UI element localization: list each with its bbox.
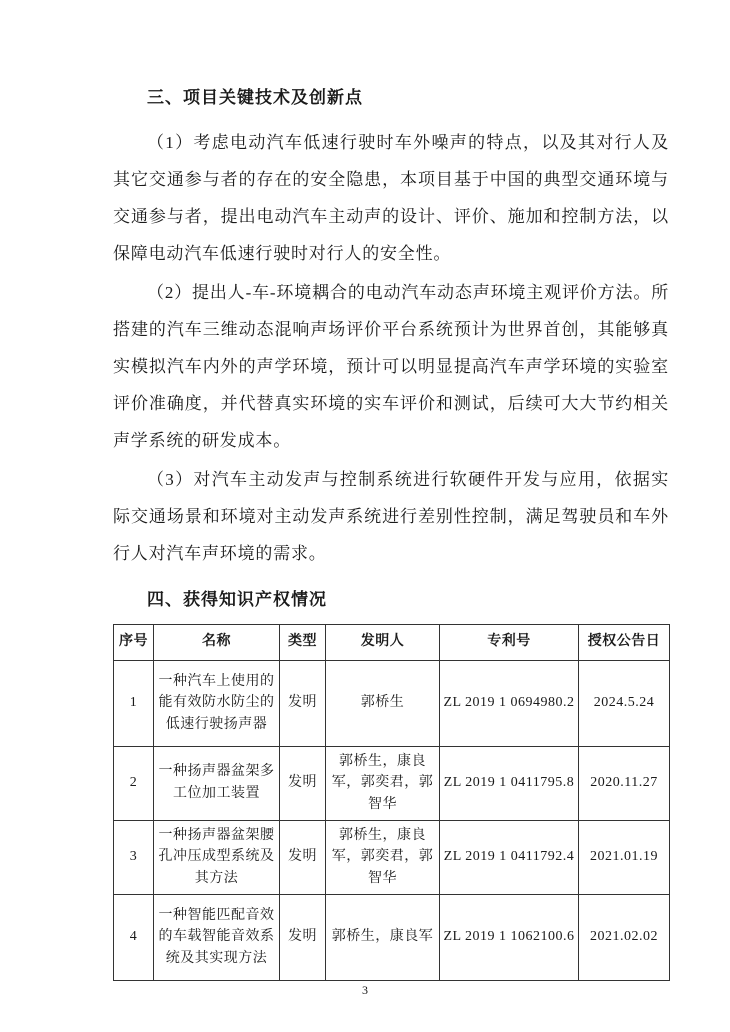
column-header-seq: 序号 <box>114 624 154 660</box>
column-header-grant-date: 授权公告日 <box>579 624 670 660</box>
table-cell-type: 发明 <box>280 746 326 820</box>
table-cell-inventors: 郭桥生 <box>326 660 440 746</box>
paragraph-innovation-2: （2）提出人-车-环境耦合的电动汽车动态声环境主观评价方法。所搭建的汽车三维动态混响声场评价平台系统预计为世界首创，其能够真实模拟汽车内外的声学环境，预计可以明显提高汽车声学环境的实验室评价准确度，并代替真实环境的实车评价和测试，后续可大大节约相关声学系统的研发成本。 <box>113 282 669 450</box>
patent-table-row <box>114 894 670 980</box>
table-cell-name: 一种扬声器盆架腰孔冲压成型系统及其方法 <box>154 820 280 894</box>
table-cell-type: 发明 <box>280 820 326 894</box>
table-cell-grant-date: 2024.5.24 <box>579 660 670 746</box>
paragraph-innovation-1: （1）考虑电动汽车低速行驶时车外噪声的特点，以及其对行人及其它交通参与者的存在的安全隐患，本项目基于中国的典型交通环境与交通参与者，提出电动汽车主动声的设计、评价、施加和控制方法，以保障电动汽车低速行驶时对行人的安全性。 <box>113 132 669 263</box>
section-heading-intellectual-property: 四、获得知识产权情况 <box>147 589 327 609</box>
document-page <box>113 86 669 981</box>
table-cell-type: 发明 <box>280 660 326 746</box>
table-cell-inventors: 郭桥生，康良军，郭奕君，郭智华 <box>326 746 440 820</box>
table-cell-grant-date: 2021.02.02 <box>579 894 670 980</box>
section-heading-key-technologies: 三、项目关键技术及创新点 <box>147 88 363 107</box>
column-header-type: 类型 <box>280 624 326 660</box>
table-cell-inventors: 郭桥生，康良军 <box>326 894 440 980</box>
patent-table <box>113 624 670 981</box>
paragraph-innovation-3: （3）对汽车主动发声与控制系统进行软硬件开发与应用，依据实际交通场景和环境对主动发声系统进行差别性控制，满足驾驶员和车外行人对汽车声环境的需求。 <box>113 469 669 563</box>
table-cell-patent-number: ZL 2019 1 0411792.4 <box>440 820 579 894</box>
patent-table-row <box>114 820 670 894</box>
column-header-patent-number: 专利号 <box>440 624 579 660</box>
table-cell-seq: 3 <box>114 820 154 894</box>
table-cell-type: 发明 <box>280 894 326 980</box>
table-cell-patent-number: ZL 2019 1 0694980.2 <box>440 660 579 746</box>
table-cell-seq: 1 <box>114 660 154 746</box>
table-cell-grant-date: 2020.11.27 <box>579 746 670 820</box>
table-cell-name: 一种智能匹配音效的车载智能音效系统及其实现方法 <box>154 894 280 980</box>
column-header-inventors: 发明人 <box>326 624 440 660</box>
table-cell-seq: 2 <box>114 746 154 820</box>
table-cell-patent-number: ZL 2019 1 1062100.6 <box>440 894 579 980</box>
patent-table-body <box>114 660 670 980</box>
table-cell-name: 一种汽车上使用的能有效防水防尘的低速行驶扬声器 <box>154 660 280 746</box>
table-cell-seq: 4 <box>114 894 154 980</box>
patent-table-row <box>114 660 670 746</box>
table-cell-patent-number: ZL 2019 1 0411795.8 <box>440 746 579 820</box>
table-cell-name: 一种扬声器盆架多工位加工装置 <box>154 746 280 820</box>
patent-table-header-row <box>114 624 670 660</box>
column-header-name: 名称 <box>154 624 280 660</box>
page-number: 3 <box>362 983 368 997</box>
table-cell-inventors: 郭桥生，康良军，郭奕君，郭智华 <box>326 820 440 894</box>
table-cell-grant-date: 2021.01.19 <box>579 820 670 894</box>
patent-table-row <box>114 746 670 820</box>
